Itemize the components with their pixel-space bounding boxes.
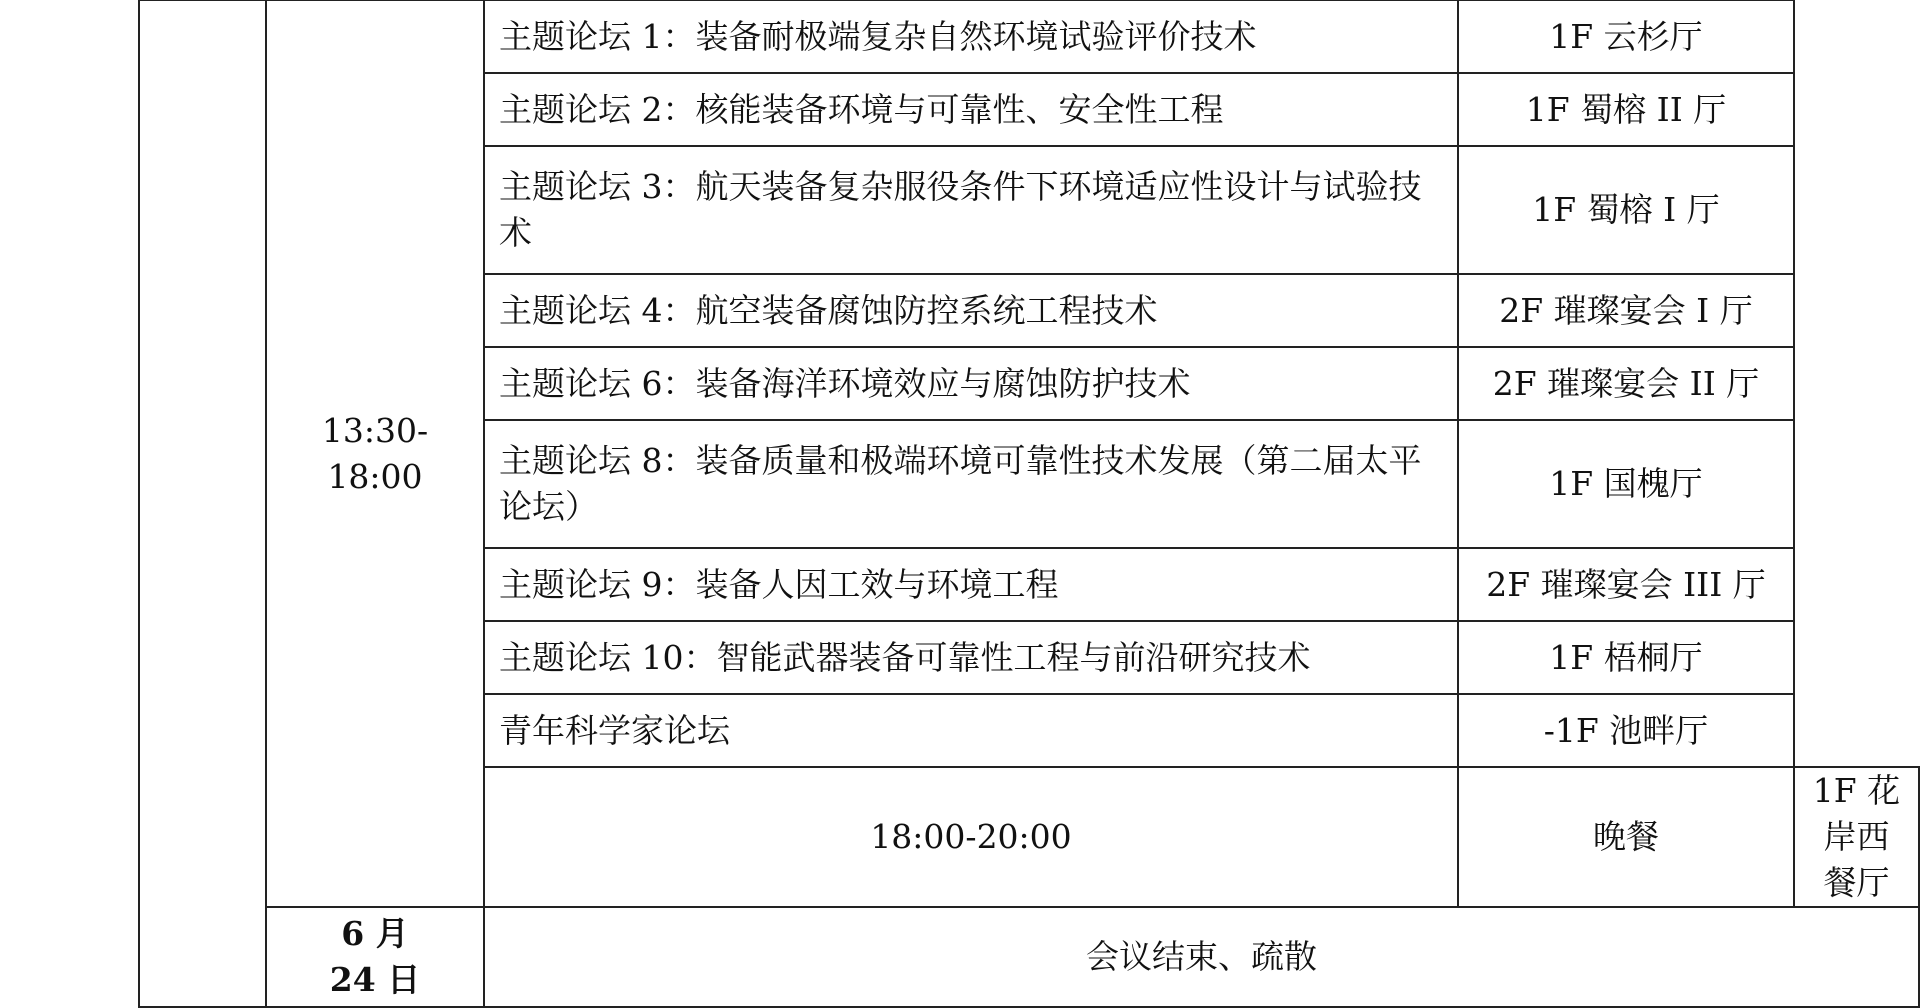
session-title: 主题论坛 2：核能装备环境与可靠性、安全性工程 <box>484 73 1458 146</box>
session-title: 主题论坛 1：装备耐极端复杂自然环境试验评价技术 <box>484 0 1458 73</box>
session-venue: 1F 国槐厅 <box>1458 420 1794 548</box>
day-date: 24 日 <box>329 960 421 999</box>
session-title: 主题论坛 10：智能武器装备可靠性工程与前沿研究技术 <box>484 621 1458 694</box>
session-venue: 2F 璀璨宴会 III 厅 <box>1458 548 1794 621</box>
time-cell-dinner: 18:00-20:00 <box>484 767 1458 907</box>
closing-event: 会议结束、疏散 <box>484 907 1919 1007</box>
session-venue: 1F 蜀榕 I 厅 <box>1458 146 1794 274</box>
time-cell-afternoon: 13:30-18:00 <box>266 0 484 907</box>
session-venue: 1F 蜀榕 II 厅 <box>1458 73 1794 146</box>
table-row <box>139 907 1919 1007</box>
day-month: 6 月 <box>341 914 409 953</box>
table-row <box>139 0 1919 73</box>
dinner-venue: 1F 花岸西餐厅 <box>1794 767 1919 907</box>
session-venue: 1F 云杉厅 <box>1458 0 1794 73</box>
schedule-table <box>138 0 1920 1008</box>
session-title: 主题论坛 4：航空装备腐蚀防控系统工程技术 <box>484 274 1458 347</box>
session-title: 青年科学家论坛 <box>484 694 1458 767</box>
session-title: 主题论坛 6：装备海洋环境效应与腐蚀防护技术 <box>484 347 1458 420</box>
dinner-event: 晚餐 <box>1458 767 1794 907</box>
session-title: 主题论坛 9：装备人因工效与环境工程 <box>484 548 1458 621</box>
session-venue: 2F 璀璨宴会 I 厅 <box>1458 274 1794 347</box>
session-venue: -1F 池畔厅 <box>1458 694 1794 767</box>
day-cell-empty <box>139 0 266 1007</box>
session-title: 主题论坛 8：装备质量和极端环境可靠性技术发展（第二届太平论坛） <box>484 420 1458 548</box>
session-venue: 2F 璀璨宴会 II 厅 <box>1458 347 1794 420</box>
session-venue: 1F 梧桐厅 <box>1458 621 1794 694</box>
day-cell-closing <box>266 907 484 1007</box>
session-title: 主题论坛 3：航天装备复杂服役条件下环境适应性设计与试验技术 <box>484 146 1458 274</box>
